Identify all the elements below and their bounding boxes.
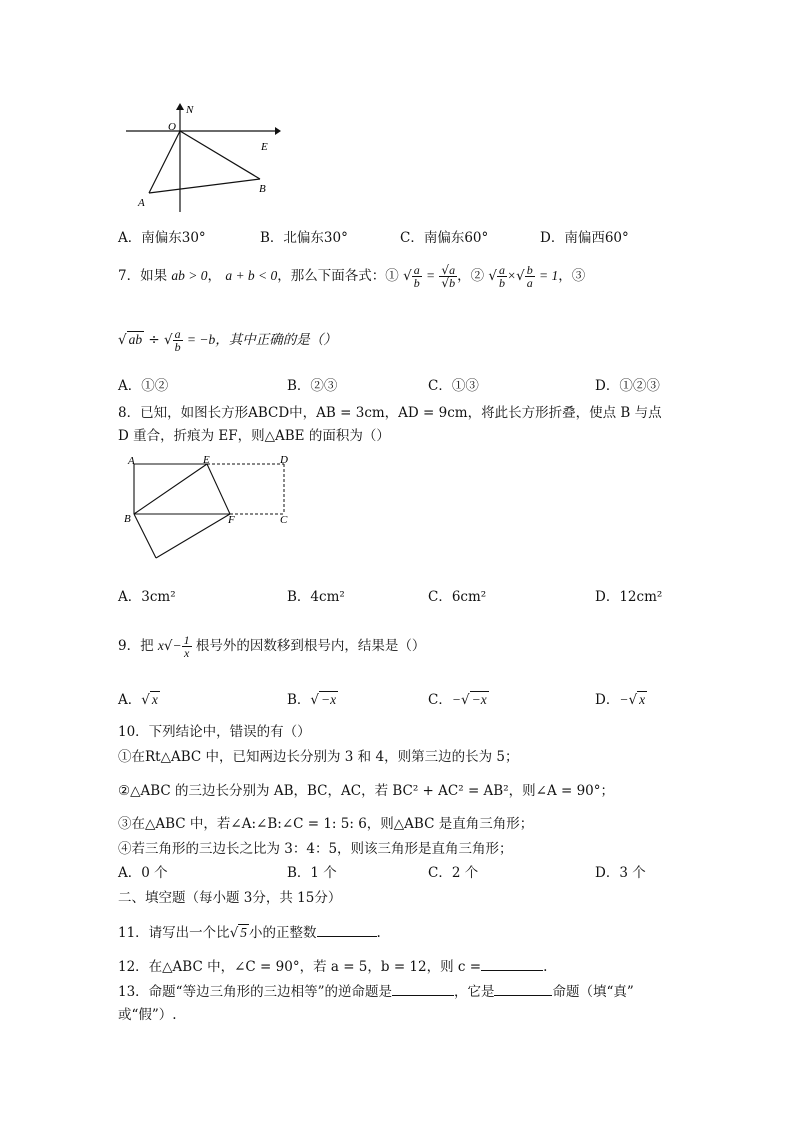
q10-option-c: C．2 个 bbox=[428, 865, 479, 881]
label-F: F bbox=[228, 514, 235, 526]
q7-option-c: C．①③ bbox=[428, 378, 479, 394]
q7-expression-3: √ ab ÷ √ $\frac{a}{b}$ = −b，其中正确的是（） bbox=[118, 327, 337, 354]
label-E: E bbox=[203, 454, 210, 466]
rectangle-fold-figure bbox=[118, 452, 298, 564]
q8-stem-line1: 8．已知，如图长方形ABCD中，AB = 3cm，AD = 9cm，将此长方形折叠，使点 B 与点 bbox=[118, 405, 662, 421]
q10-option-d: D．3 个 bbox=[595, 865, 646, 881]
q12-answer-blank bbox=[481, 958, 543, 971]
q7-stem: 7．如果 ab > 0， a + b < 0，那么下面各式：① √ $\frac{a}{b}$ = $\frac{√a}{√b}$ ，② √ $\frac{a}{b}$ ×√ $\frac{b}{a}$ = 1，③ bbox=[118, 263, 586, 290]
label-E: E bbox=[261, 141, 268, 153]
label-A: A bbox=[138, 197, 145, 209]
q6-option-a: A．南偏东30° bbox=[118, 230, 206, 246]
label-N: N bbox=[186, 104, 194, 116]
q9-option-b: B．√ −x bbox=[287, 692, 337, 708]
q9-option-c: C．−√ −x bbox=[428, 692, 487, 708]
label-B: B bbox=[124, 513, 131, 525]
q9-option-d: D．−√ x bbox=[595, 692, 646, 708]
section-heading: 二、填空题（每小题 3分，共 15分） bbox=[118, 890, 342, 906]
north-arrow-icon bbox=[176, 103, 184, 110]
q7-option-a: A．①② bbox=[118, 378, 169, 394]
label-A: A bbox=[128, 455, 135, 467]
q6-option-d: D．南偏西60° bbox=[540, 230, 629, 246]
q12-stem: 12．在△ABC 中，∠C = 90°，若 a = 5，b = 12，则 c = . bbox=[118, 959, 548, 975]
q6-option-b: B．北偏东30° bbox=[260, 230, 348, 246]
q10-statement-4: ④若三角形的三边长之比为 3：4：5，则该三角形是直角三角形； bbox=[118, 841, 513, 857]
q9-stem: 9．把 x√− $\frac{1}{x}$ 根号外的因数移到根号内，结果是（） bbox=[118, 633, 426, 660]
q8-stem-line2: D 重合，折痕为 EF，则△ABE 的面积为（） bbox=[118, 428, 390, 444]
label-O: O bbox=[168, 121, 176, 133]
q10-statement-1: ①在Rt△ABC 中，已知两边长分别为 3 和 4，则第三边的长为 5； bbox=[118, 749, 519, 765]
q13-stem-line2: 或“假”）. bbox=[118, 1007, 177, 1023]
q7-option-d: D．①②③ bbox=[595, 378, 660, 394]
q11-stem: 11．请写出一个比√ 5 小的正整数 . bbox=[118, 925, 381, 941]
q7-option-b: B．②③ bbox=[287, 378, 338, 394]
q10-option-a: A．0 个 bbox=[118, 865, 168, 881]
q8-option-a: A．3cm² bbox=[118, 589, 176, 605]
q9-option-a: A．√ x bbox=[118, 692, 158, 708]
label-C: C bbox=[280, 514, 288, 526]
q10-stem: 10．下列结论中，错误的有（） bbox=[118, 724, 311, 740]
q10-statement-3: ③在△ABC 中，若∠A:∠B:∠C = 1: 5: 6，则△ABC 是直角三角形； bbox=[118, 816, 534, 832]
q8-option-c: C．6cm² bbox=[428, 589, 487, 605]
q11-answer-blank bbox=[317, 924, 377, 937]
q8-option-d: D．12cm² bbox=[595, 589, 663, 605]
east-arrow-icon bbox=[275, 127, 281, 135]
segment-AB bbox=[149, 179, 260, 193]
segment-OA bbox=[149, 131, 180, 193]
q10-statement-2: ②△ABC 的三边长分别为 AB，BC，AC，若 BC² + AC² = AB²，则∠A = 90°； bbox=[118, 783, 615, 799]
q13-answer-blank-2 bbox=[494, 983, 552, 996]
q8-option-b: B．4cm² bbox=[287, 589, 345, 605]
q13-answer-blank-1 bbox=[392, 983, 454, 996]
compass-figure bbox=[118, 100, 288, 215]
q13-stem-line1: 13．命题“等边三角形的三边相等”的逆命题是 ，它是 命题（填“真” bbox=[118, 984, 634, 1000]
q6-option-c: C．南偏东60° bbox=[400, 230, 489, 246]
q10-option-b: B．1 个 bbox=[287, 865, 337, 881]
label-D: D bbox=[280, 454, 288, 466]
segment-OB bbox=[180, 131, 260, 179]
label-B: B bbox=[259, 183, 266, 195]
